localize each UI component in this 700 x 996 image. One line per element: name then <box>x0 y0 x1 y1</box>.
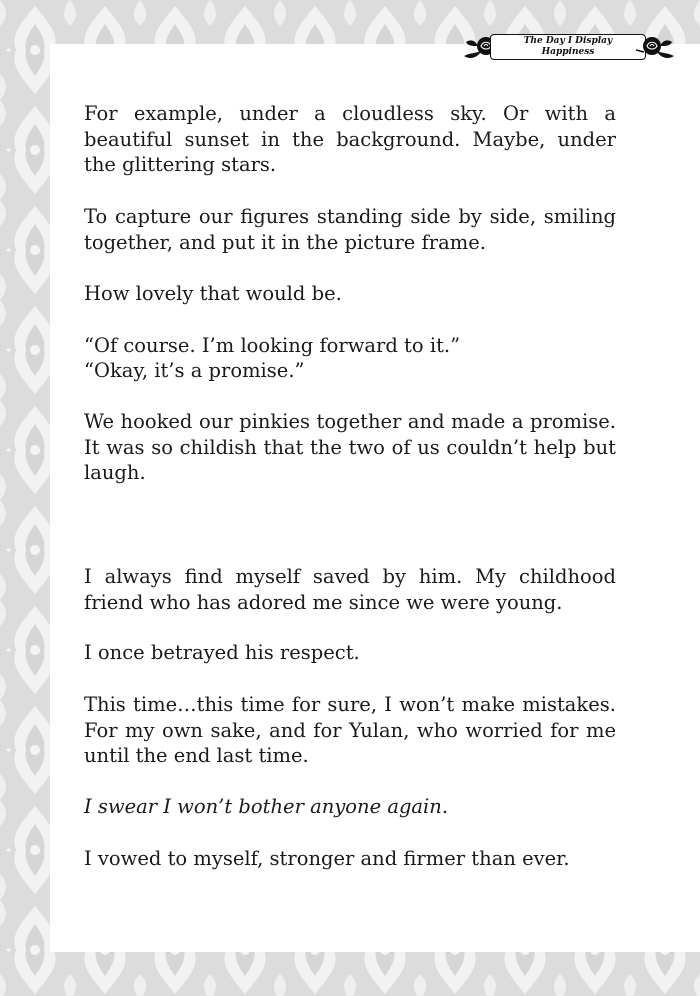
rose-icon <box>636 32 676 62</box>
header-badge <box>462 30 676 66</box>
header-title-box <box>490 34 646 60</box>
paragraph: I once betrayed his respect. <box>84 641 360 664</box>
paragraph: To capture our figures standing side by side, smiling together, and put it in the picture frame. <box>84 205 616 254</box>
dialogue-line: “Of course. I’m looking forward to it.” <box>84 334 461 357</box>
header-title-line-2: Happiness <box>541 47 595 57</box>
paragraph: For example, under a cloudless sky. Or with a beautiful sunset in the background. Maybe, under the glittering stars. <box>84 102 616 176</box>
dialogue-line: “Okay, it’s a promise.” <box>84 359 305 382</box>
header-title-line-1: The Day I Display <box>523 36 613 46</box>
paragraph: We hooked our pinkies together and made a promise. It was so childish that the two of us couldn’t help but laugh. <box>84 410 616 484</box>
paragraph: How lovely that would be. <box>84 282 342 305</box>
paragraph: I vowed to myself, stronger and firmer than ever. <box>84 847 570 870</box>
italic-thought: I swear I won’t bother anyone again. <box>84 795 449 818</box>
paragraph: I always find myself saved by him. My childhood friend who has adored me since we were young. <box>84 565 616 614</box>
paragraph: This time…this time for sure, I won’t make mistakes. For my own sake, and for Yulan, who worried for me until the end last time. <box>84 693 616 767</box>
